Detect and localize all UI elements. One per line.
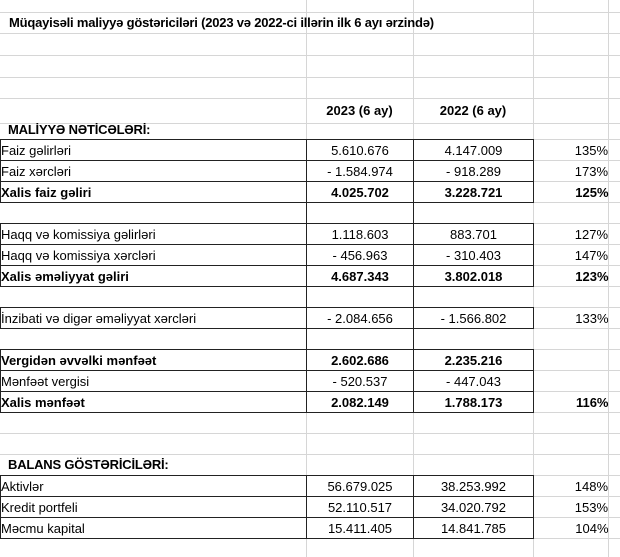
table-row (1, 371, 609, 392)
label-cell[interactable]: Aktivlər (1, 476, 307, 497)
table-row (1, 476, 609, 497)
section-heading-balance[interactable]: BALANS GÖSTƏRİCİLƏRİ: (8, 457, 169, 472)
separator-row (1, 203, 609, 224)
value-2023-cell[interactable] (307, 203, 414, 224)
value-2023-cell[interactable]: 15.411.405 (307, 518, 414, 539)
value-2022-cell[interactable]: 883.701 (414, 224, 534, 245)
percent-cell[interactable] (534, 329, 609, 350)
report-title[interactable]: Müqayisəli maliyyə göstəriciləri (2023 və 2022-ci illərin ilk 6 ayı ərzində) (9, 15, 434, 30)
column-header-2022[interactable]: 2022 (6 ay) (439, 103, 507, 118)
label-cell[interactable]: Xalis faiz gəliri (1, 182, 307, 203)
table-row (1, 245, 609, 266)
percent-cell[interactable] (534, 350, 609, 371)
percent-cell[interactable]: 133% (575, 310, 609, 326)
value-2023-cell[interactable] (307, 329, 414, 350)
gridline-horizontal (0, 55, 620, 56)
percent-cell[interactable]: 147% (574, 247, 608, 263)
percent-cell[interactable]: 173% (574, 163, 608, 179)
label-cell[interactable] (1, 329, 307, 350)
value-2023-cell[interactable]: 4.025.702 (307, 182, 414, 203)
label-cell[interactable]: Vergidən əvvəlki mənfəət (1, 350, 307, 371)
value-2022-cell[interactable]: - 447.043 (414, 371, 534, 392)
table-row (1, 182, 609, 203)
table-row (1, 161, 609, 182)
value-2023-cell[interactable]: - 520.537 (307, 371, 414, 392)
percent-cell[interactable] (534, 371, 609, 392)
table-row (1, 350, 609, 371)
value-2022-cell[interactable] (414, 203, 534, 224)
label-cell[interactable]: Kredit portfeli (1, 497, 307, 518)
label-cell[interactable] (1, 203, 307, 224)
value-2022-cell[interactable]: 2.235.216 (414, 350, 534, 371)
value-2023-cell[interactable]: 52.110.517 (307, 497, 414, 518)
separator-row (1, 329, 609, 350)
table-row (1, 392, 609, 413)
table-row (1, 140, 609, 161)
percent-cell[interactable]: 104% (575, 520, 609, 536)
value-2022-cell[interactable]: 4.147.009 (414, 140, 534, 161)
label-cell[interactable]: Faiz xərcləri (1, 161, 307, 182)
value-2023-cell[interactable]: - 2.084.656 (307, 308, 414, 329)
finance-table (0, 139, 609, 413)
label-cell[interactable]: Xalis əməliyyat gəliri (1, 266, 307, 287)
label-cell[interactable] (1, 287, 307, 308)
label-cell[interactable]: Xalis mənfəət (1, 392, 307, 413)
percent-cell[interactable]: 153% (574, 499, 608, 515)
gridline-horizontal (0, 77, 620, 78)
percent-cell[interactable]: 127% (574, 226, 608, 242)
table-row (1, 224, 609, 245)
gridline-horizontal (0, 33, 620, 34)
percent-cell[interactable]: 125% (575, 184, 609, 200)
percent-cell[interactable] (534, 287, 609, 308)
value-2023-cell[interactable]: - 456.963 (307, 245, 414, 266)
separator-row (1, 287, 609, 308)
label-cell[interactable]: Məcmu kapital (1, 518, 307, 539)
table-row (1, 518, 609, 539)
value-2022-cell[interactable]: 3.802.018 (414, 266, 534, 287)
table-row (1, 266, 609, 287)
percent-cell[interactable]: 135% (574, 142, 608, 158)
table-row (1, 308, 609, 329)
percent-cell[interactable] (534, 203, 609, 224)
value-2023-cell[interactable]: 2.082.149 (307, 392, 414, 413)
value-2022-cell[interactable]: 3.228.721 (414, 182, 534, 203)
label-cell[interactable]: İnzibati və digər əməliyyat xərcləri (1, 308, 307, 329)
finance-table-body (1, 140, 609, 413)
value-2022-cell[interactable] (414, 329, 534, 350)
value-2023-cell[interactable]: 56.679.025 (307, 476, 414, 497)
label-cell[interactable]: Faiz gəlirləri (1, 140, 307, 161)
value-2023-cell[interactable]: 4.687.343 (307, 266, 414, 287)
label-cell[interactable]: Haqq və komissiya xərcləri (1, 245, 307, 266)
value-2023-cell[interactable]: 5.610.676 (307, 140, 414, 161)
value-2022-cell[interactable]: - 918.289 (414, 161, 534, 182)
value-2022-cell[interactable]: 14.841.785 (414, 518, 534, 539)
column-header-2023[interactable]: 2023 (6 ay) (326, 103, 393, 118)
value-2023-cell[interactable] (307, 287, 414, 308)
section-heading-finance[interactable]: MALİYYƏ NƏTİCƏLƏRİ: (8, 122, 151, 137)
gridline-horizontal (0, 433, 620, 434)
value-2022-cell[interactable]: - 310.403 (414, 245, 534, 266)
percent-cell[interactable]: 148% (574, 478, 608, 494)
balance-table (0, 475, 609, 539)
value-2022-cell[interactable]: 38.253.992 (414, 476, 534, 497)
value-2022-cell[interactable] (414, 287, 534, 308)
percent-cell[interactable]: 116% (575, 394, 609, 410)
value-2022-cell[interactable]: 34.020.792 (414, 497, 534, 518)
value-2022-cell[interactable]: 1.788.173 (414, 392, 534, 413)
value-2022-cell[interactable]: - 1.566.802 (414, 308, 534, 329)
label-cell[interactable]: Mənfəət vergisi (1, 371, 307, 392)
balance-table-body (1, 476, 609, 539)
value-2023-cell[interactable]: 1.118.603 (307, 224, 414, 245)
value-2023-cell[interactable]: - 1.584.974 (307, 161, 414, 182)
table-row (1, 497, 609, 518)
value-2023-cell[interactable]: 2.602.686 (307, 350, 414, 371)
percent-cell[interactable]: 123% (575, 268, 609, 284)
label-cell[interactable]: Haqq və komissiya gəlirləri (1, 224, 307, 245)
